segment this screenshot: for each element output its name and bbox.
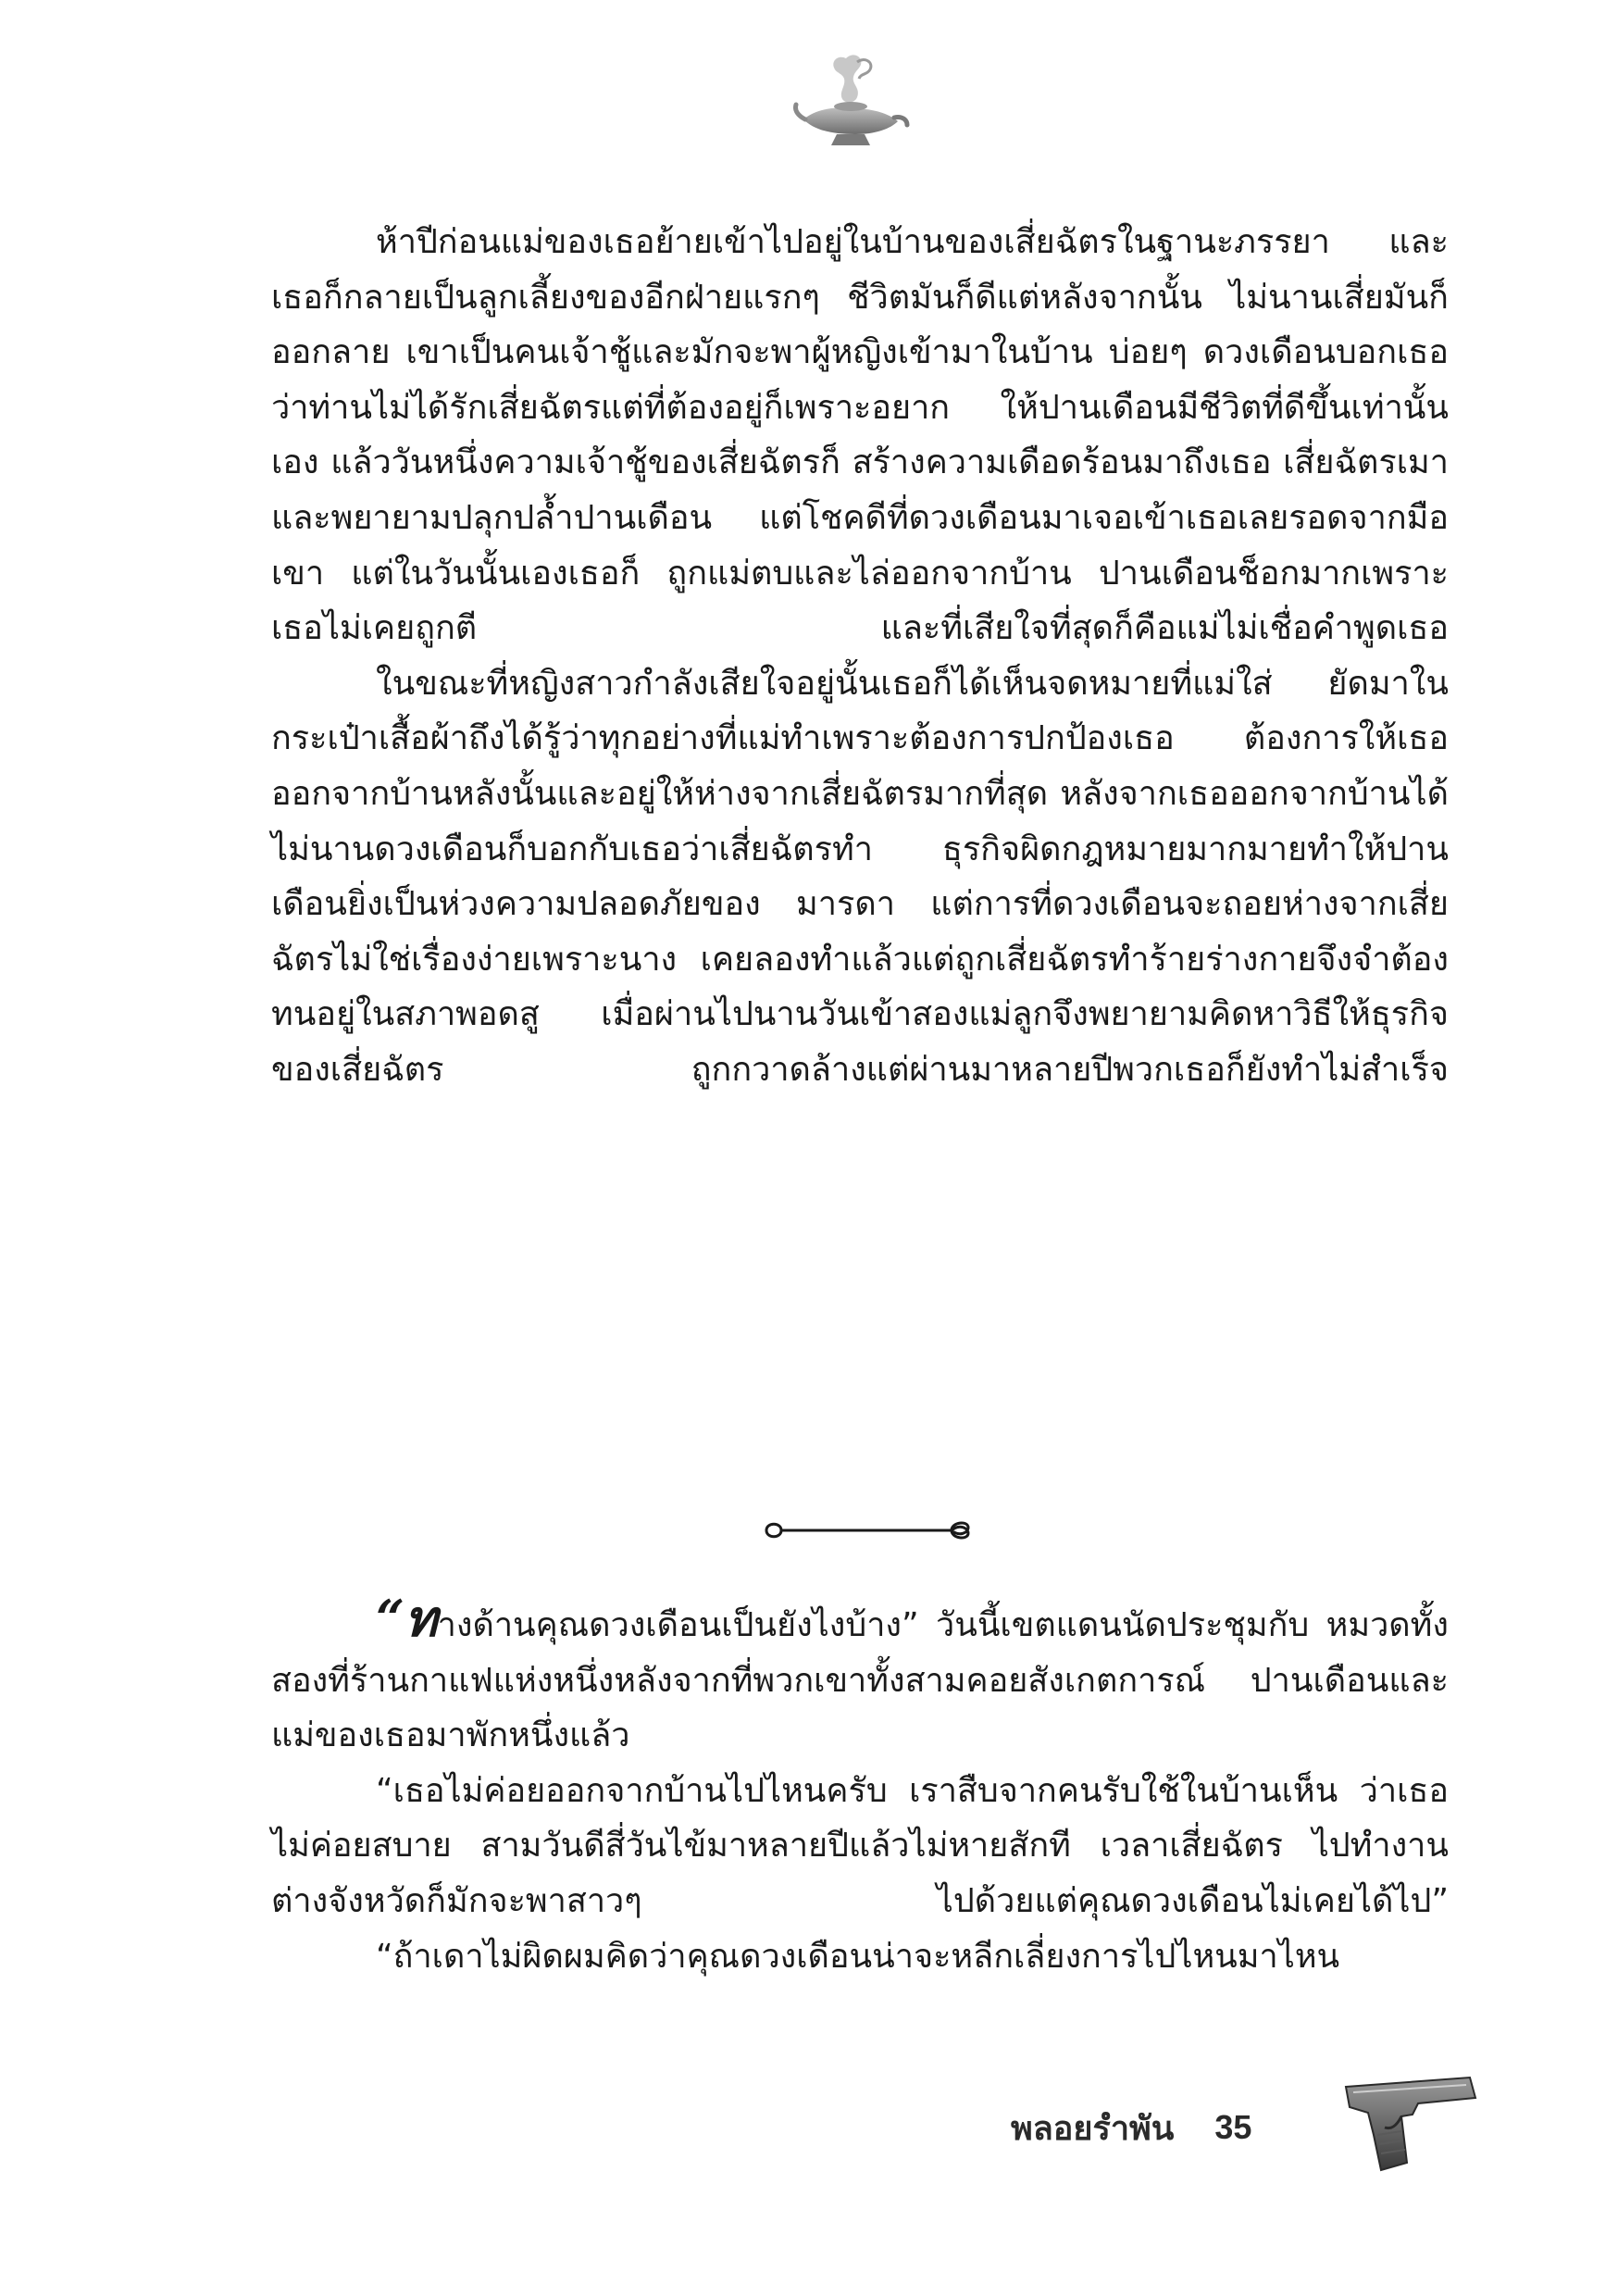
text-line: “เธอไม่ค่อยออกจากบ้านไปไหนครับ เราสืบจากคนรับใช้ในบ้านเห็น [376, 1771, 1338, 1810]
text-line: ถูกกวาดล้างแต่ผ่านมาหลายปีพวกเธอก็ยังทำไม่สำเร็จ [691, 1050, 1449, 1089]
text-line: ไปทำงานต่างจังหวัดก็มักจะพาสาวๆ ไปด้วยแต่คุณดวงเดือนไม่เคยได้ไป” [271, 1827, 1449, 1920]
heart-line-divider-icon [761, 1516, 976, 1544]
page-footer [1011, 2100, 1251, 2155]
paragraph [271, 1929, 1449, 1985]
section-one [271, 215, 1449, 1098]
paragraph [271, 1589, 1449, 1764]
text-line: สร้างความเดือดร้อนมาถึงเธอ เสี่ยฉัตรเมาและพยายามปลุกปล้ำปานเดือน [271, 443, 1449, 537]
text-line: ว่าเธอไม่ค่อยสบาย สามวันดีสี่วันไข้มาหลายปีแล้วไม่หายสักที เวลาเสี่ยฉัตร [271, 1771, 1449, 1866]
pistol-icon [1340, 2070, 1479, 2174]
book-title: พลอยรำพัน [1011, 2108, 1175, 2147]
text-line: ธุรกิจผิดกฎหมายมากมายทำให้ปานเดือนยิ่งเป็นห่วงความปลอดภัยของ [271, 830, 1449, 924]
text-line: บ่อยๆ ดวงเดือนบอกเธอว่าท่านไม่ได้รักเสี่ยฉัตรแต่ที่ต้องอยู่ก็เพราะอยาก [271, 333, 1449, 427]
text-line: ปานเดือนและแม่ของเธอมาพักหนึ่งแล้ว [271, 1661, 1449, 1755]
text-line: เมื่อผ่านไปนานวันเข้าสองแม่ลูกจึงพยายามคิดหาวิธีให้ธุรกิจของเสี่ยฉัตร [271, 995, 1449, 1089]
section-two [271, 1589, 1449, 1984]
text-line: และเธอก็กลายเป็นลูกเลี้ยงของอีกฝ่ายแรกๆ ชีวิตมันก็ดีแต่หลังจากนั้น [271, 223, 1449, 317]
text-line: ในขณะที่หญิงสาวกำลังเสียใจอยู่นั้นเธอก็ได้เห็นจดหมายที่แม่ใส่ [376, 664, 1273, 703]
paragraph [271, 215, 1449, 656]
text-line: เคยลองทำแล้วแต่ถูกเสี่ยฉัตรทำร้ายร่างกายจึงจำต้องทนอยู่ในสภาพอดสู [271, 940, 1449, 1034]
text-line: ห้าปีก่อนแม่ของเธอย้ายเข้าไปอยู่ในบ้านของเสี่ยฉัตรในฐานะภรรยา [376, 223, 1330, 261]
paragraph [271, 656, 1449, 1098]
text-line: ยัดมาในกระเป๋าเสื้อผ้าถึงได้รู้ว่าทุกอย่างที่แม่ทำเพราะต้องการปกป้องเธอ [271, 664, 1449, 758]
text-line: ต้องการให้เธอออกจากบ้านหลังนั้นและอยู่ให้ห่างจากเสี่ยฉัตรมากที่สุด [271, 719, 1449, 813]
page-number: 35 [1214, 2108, 1252, 2146]
drop-letter: “ท [376, 1589, 438, 1648]
text-line: และที่เสียใจที่สุดก็คือแม่ไม่เชื่อคำพูดเธอ [880, 609, 1449, 648]
text-line: ไม่นานเสี่ยมันก็ออกลาย เขาเป็นคนเจ้าชู้และมักจะพาผู้หญิงเข้ามาในบ้าน [271, 278, 1449, 372]
text-line: “ถ้าเดาไม่ผิดผมคิดว่าคุณดวงเดือนน่าจะหลีกเลี่ยงการไปไหนมาไหน [376, 1937, 1340, 1976]
text-line: หลังจากเธอออกจากบ้านได้ไม่นานดวงเดือนก็บอกกับเธอว่าเสี่ยฉัตรทำ [271, 774, 1449, 868]
text-line: แต่โชคดีที่ดวงเดือนมาเจอเข้าเธอเลยรอดจากมือเขา แต่ในวันนั้นเองเธอก็ [271, 498, 1449, 593]
text-line: ถูกแม่ตบและไล่ออกจากบ้าน ปานเดือนช็อกมากเพราะเธอไม่เคยถูกตี [271, 554, 1449, 648]
text-line: มารดา แต่การที่ดวงเดือนจะถอยห่างจากเสี่ยฉัตรไม่ใช่เรื่องง่ายเพราะนาง [271, 885, 1449, 979]
text-line: หมวดทั้งสองที่ร้านกาแฟแห่งหนึ่งหลังจากที่พวกเขาทั้งสามคอยสังเกตการณ์ [271, 1606, 1449, 1700]
genie-lamp-icon [790, 51, 911, 153]
paragraph [271, 1764, 1449, 1929]
text-line: ให้ปานเดือนมีชีวิตที่ดีขึ้นเท่านั้นเอง แล้ววันหนึ่งความเจ้าชู้ของเสี่ยฉัตรก็ [271, 388, 1449, 482]
text-line: างด้านคุณดวงเดือนเป็นยังไงบ้าง” วันนี้เขตแดนนัดประชุมกับ [437, 1606, 1310, 1644]
